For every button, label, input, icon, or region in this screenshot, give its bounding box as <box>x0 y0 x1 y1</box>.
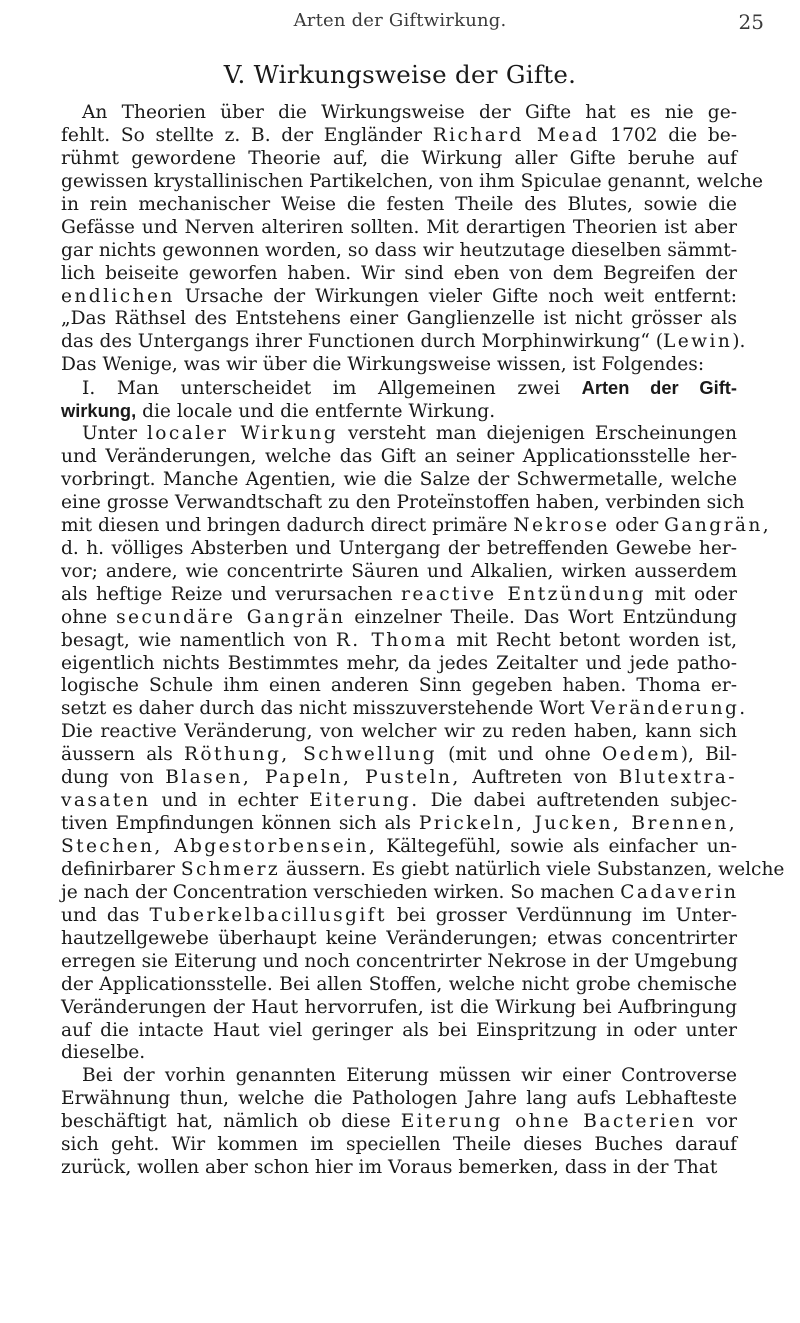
text-run: gewissen krystallinischen Partikelchen, von ihm Spiculae genannt, welche <box>61 170 763 192</box>
text-line <box>61 997 737 1020</box>
spaced-emphasis: localer Wirkung <box>146 423 339 445</box>
text-run: als heftige Reize und verursachen <box>61 583 402 605</box>
text-run: der Applicationsstelle. Bei allen Stoffen, welche nicht grobe chemische <box>61 973 737 995</box>
text-line <box>61 1134 737 1157</box>
spaced-emphasis: vasaten <box>61 790 151 812</box>
text-run: besagt, wie namentlich von <box>61 629 336 651</box>
text-run: einzelner Theile. Das Wort Entzündung <box>345 606 738 628</box>
text-run: eine grosse Verwandtschaft zu den Proteïnstoffen haben, verbinden sich <box>61 491 745 513</box>
text-line <box>61 491 745 515</box>
text-run: in rein mechanischer Weise die festen Theile des Blutes, sowie die <box>61 193 737 215</box>
text-line <box>61 377 737 400</box>
text-line <box>61 1088 737 1111</box>
text-line <box>61 882 737 905</box>
text-run: definirbarer <box>61 858 181 880</box>
text-line <box>61 263 737 286</box>
text-line <box>61 698 748 721</box>
text-run: vor <box>696 1111 737 1133</box>
spaced-emphasis: Cadaverin <box>620 881 739 903</box>
spaced-emphasis: secundäre Gangrän <box>116 606 346 628</box>
text-run: Ursache der Wirkungen vieler Gifte noch weit entfernt: <box>174 285 737 307</box>
text-run: d. h. völliges Absterben und Untergang der betreffenden Gewebe her- <box>61 537 737 559</box>
text-run: erregen sie Eiterung und noch concentrirter Nekrose in der Umgebung <box>61 950 738 972</box>
text-run: und in echter <box>150 790 310 812</box>
text-line <box>61 286 737 309</box>
text-run: mit Recht betont worden ist, <box>447 629 737 651</box>
text-line <box>61 400 737 423</box>
text-run: mit oder <box>645 583 737 605</box>
text-line <box>61 951 737 974</box>
text-line <box>61 744 737 767</box>
text-run: äussern. Es giebt natürlich viele Substanzen, welche <box>280 858 785 880</box>
text-run: vorbringt. Manche Agentien, wie die Salze der Schwermetalle, welche <box>61 469 737 490</box>
text-line <box>61 721 737 744</box>
text-line <box>61 217 737 240</box>
text-line <box>61 469 737 492</box>
text-run: oder <box>609 514 665 536</box>
text-line <box>61 653 737 676</box>
text-line <box>61 354 737 377</box>
spaced-emphasis: Röthung, Schwellung <box>183 744 437 766</box>
text-line <box>61 561 737 584</box>
text-run: gar nichts gewonnen worden, so dass wir heutzutage dieselben sämmt- <box>61 239 737 261</box>
text-run: dung von <box>61 767 166 789</box>
spaced-emphasis: Eiterung. <box>309 790 420 812</box>
spaced-emphasis: Veränderung. <box>590 698 748 720</box>
spaced-emphasis: reactive Entzündung <box>401 583 646 605</box>
text-line <box>61 194 737 217</box>
text-line <box>61 767 737 790</box>
text-run: beschäftigt hat, nämlich ob diese <box>61 1111 401 1133</box>
text-run: Auftreten von <box>460 767 619 789</box>
text-run: ), Bil- <box>680 744 737 766</box>
text-run: Erwähnung thun, welche die Pathologen Jahre lang aufs Lebhafteste <box>61 1088 737 1110</box>
text-line <box>61 630 737 653</box>
text-run: das des Untergangs ihrer Functionen durch Morphinwirkung“ ( <box>61 331 664 353</box>
text-line <box>61 102 737 125</box>
paragraph <box>61 1065 737 1180</box>
text-line <box>61 790 737 813</box>
text-run: ohne <box>61 606 117 628</box>
spaced-emphasis: Lewin <box>663 331 733 353</box>
text-line <box>61 584 737 607</box>
text-run: Kältegefühl, sowie als einfacher un- <box>377 836 737 857</box>
text-line <box>61 1065 737 1088</box>
spaced-emphasis: Nekrose <box>513 514 610 536</box>
text-line <box>61 905 737 928</box>
text-run: lich beiseite geworfen haben. Wir sind eben von dem Begreifen der <box>61 262 737 284</box>
text-run: Bei der vorhin genannten Eiterung müssen wir einer Controverse <box>82 1065 737 1087</box>
paragraph <box>61 423 785 1065</box>
running-head <box>0 10 800 36</box>
text-run: Gefässe und Nerven alteriren sollten. Mit derartigen Theorien ist aber <box>61 216 737 238</box>
spaced-emphasis: Stechen, Abgestorbensein, <box>61 836 378 857</box>
text-line <box>61 308 737 331</box>
text-line <box>61 331 746 354</box>
text-run: logische Schule ihm einen anderen Sinn gegeben haben. Thoma er- <box>61 675 737 697</box>
text-run: Die dabei auftretenden subjec- <box>419 790 737 812</box>
bold-emphasis: wirkung, <box>61 400 137 422</box>
text-line <box>61 125 737 148</box>
spaced-emphasis: Eiterung ohne Bacterien <box>400 1111 697 1133</box>
text-line <box>61 858 785 882</box>
text-line <box>61 607 737 630</box>
spaced-emphasis: endlichen <box>61 285 175 307</box>
text-line <box>61 1157 737 1180</box>
text-run: Das Wenige, was wir über die Wirkungsweise wissen, ist Folgendes: <box>61 354 705 376</box>
text-line <box>61 974 737 997</box>
text-run: versteht man diejenigen Erscheinungen <box>338 423 737 445</box>
text-run: sich geht. Wir kommen im speciellen Theile dieses Buches darauf <box>61 1134 737 1156</box>
spaced-emphasis: Prickeln, Jucken, Brennen, <box>418 813 738 835</box>
text-run: rühmt gewordene Theorie auf, die Wirkung aller Gifte beruhe auf <box>61 147 737 169</box>
text-line <box>61 1020 737 1043</box>
text-line <box>61 514 772 538</box>
text-run: bei grosser Verdünnung im Unter- <box>386 904 737 926</box>
text-run: und Veränderungen, welche das Gift an seiner Applicationsstelle her- <box>61 446 737 468</box>
text-run: Unter <box>82 423 147 445</box>
spaced-emphasis: Oedem <box>602 744 681 766</box>
text-line <box>61 240 737 263</box>
text-run: dieselbe. <box>61 1042 146 1064</box>
text-line <box>61 836 737 859</box>
text-run: „Das Räthsel des Entstehens einer Ganglienzelle ist nicht grösser als <box>61 308 737 330</box>
text-run: eigentlich nichts Bestimmtes mehr, da jedes Zeitalter und jede patho- <box>61 652 737 674</box>
text-run: auf die intacte Haut viel geringer als bei Einspritzung in oder unter <box>61 1019 737 1041</box>
paragraph <box>61 102 763 377</box>
text-run: mit diesen und bringen dadurch direct primäre <box>61 514 514 536</box>
text-run: fehlt. So stellte z. B. der Engländer <box>61 124 433 146</box>
spaced-emphasis: Blasen, Papeln, Pusteln, <box>165 767 461 789</box>
text-run: äussern als <box>61 744 184 766</box>
text-run: tiven Empfindungen können sich als <box>61 813 419 835</box>
text-run: An Theorien über die Wirkungsweise der Gifte hat es nie ge- <box>82 102 737 123</box>
paragraph <box>61 377 737 423</box>
chapter-title: V. Wirkungsweise der Gifte. <box>223 60 577 89</box>
text-line <box>61 1042 737 1065</box>
text-run: I. Man unterscheidet im Allgemeinen zwei <box>82 378 582 400</box>
text-line <box>61 928 737 951</box>
text-line <box>61 675 737 698</box>
spaced-emphasis: Richard Mead <box>432 124 600 146</box>
text-run: vor; andere, wie concentrirte Säuren und Alkalien, wirken ausserdem <box>61 560 737 582</box>
spaced-emphasis: R. Thoma <box>335 629 448 651</box>
text-line <box>61 813 737 836</box>
text-run: Veränderungen der Haut hervorrufen, ist die Wirkung bei Aufbringung <box>61 996 737 1018</box>
text-line <box>61 423 737 446</box>
running-title: Arten der Giftwirkung. <box>293 10 507 31</box>
text-run: die locale und die entfernte Wirkung. <box>136 401 496 423</box>
bold-emphasis: Arten der Gift- <box>581 377 737 399</box>
text-line <box>61 538 737 561</box>
spaced-emphasis: Blutextra- <box>618 767 737 789</box>
text-run: setzt es daher durch das nicht misszuverstehende Wort <box>61 698 591 720</box>
spaced-emphasis: Schmerz <box>180 858 281 880</box>
spaced-emphasis: Gangrän, <box>664 514 772 536</box>
text-line <box>61 446 737 469</box>
text-run: ). <box>732 331 746 353</box>
body-text <box>61 102 785 1180</box>
text-line <box>61 170 763 194</box>
text-run: zurück, wollen aber schon hier im Voraus bemerken, dass in der That <box>61 1157 718 1179</box>
text-line <box>61 1111 737 1134</box>
text-run: Die reactive Veränderung, von welcher wir zu reden haben, kann sich <box>61 721 737 743</box>
text-run: 1702 die be- <box>599 124 738 146</box>
text-run: hautzellgewebe überhaupt keine Veränderungen; etwas concentrirter <box>61 927 737 949</box>
text-run: (mit und ohne <box>436 744 602 766</box>
text-run: je nach der Concentration verschieden wirken. So machen <box>61 881 621 903</box>
page-number: 25 <box>738 10 764 34</box>
text-run: und das <box>61 904 150 926</box>
spaced-emphasis: Tuberkelbacillusgift <box>149 904 387 926</box>
text-line <box>61 148 737 171</box>
